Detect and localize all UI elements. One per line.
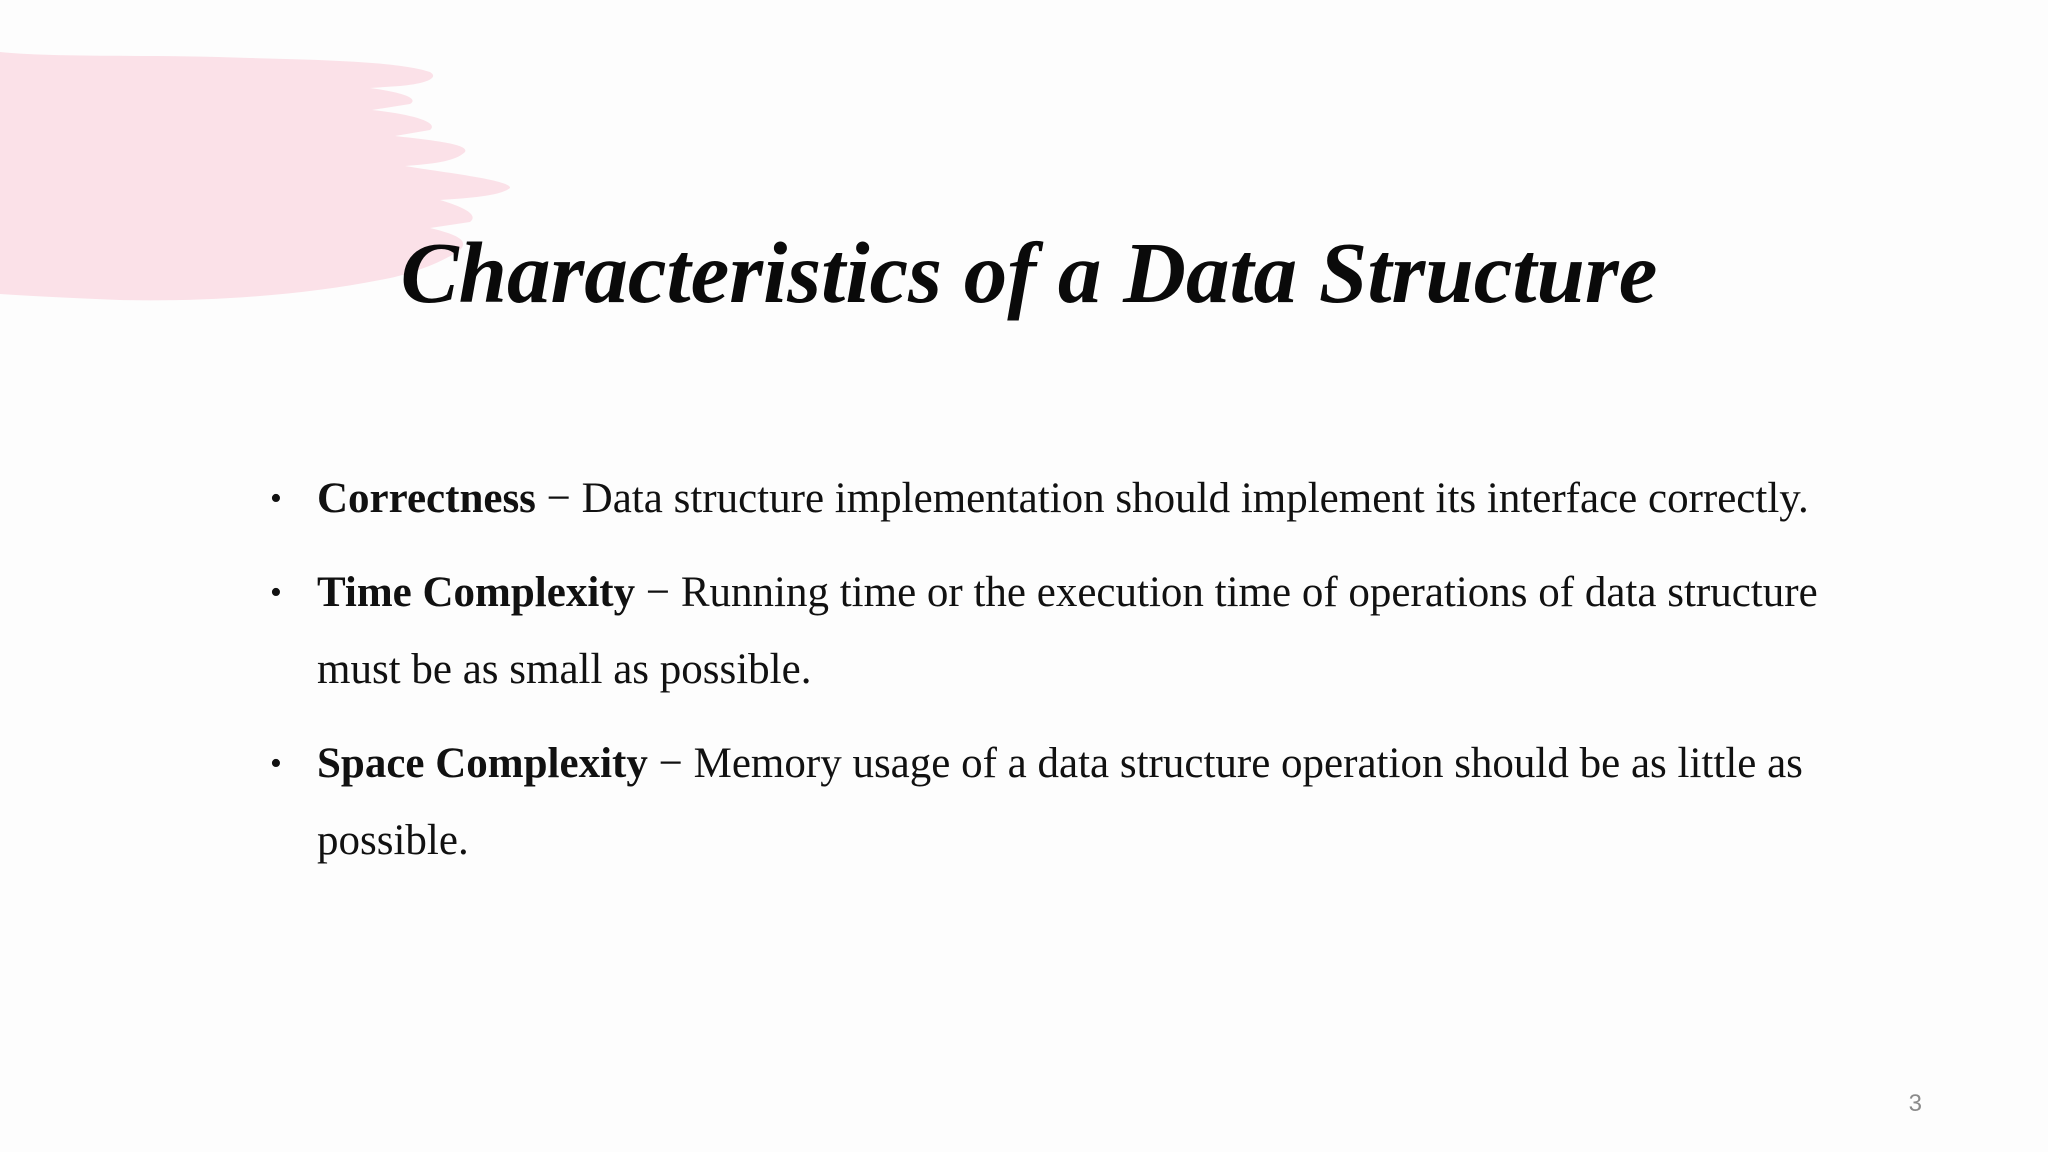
bullet-item-correctness xyxy=(270,460,1850,537)
bullet-separator: − xyxy=(635,569,681,616)
bullet-item-space-complexity xyxy=(270,725,1850,879)
bullet-text: Memory usage of a data structure operation should be as little as possible. xyxy=(317,740,1803,864)
bullet-separator: − xyxy=(647,740,694,787)
bullet-list xyxy=(270,460,1850,896)
bullet-text: Data structure implementation should implement its interface correctly. xyxy=(581,475,1809,522)
bullet-term: Time Complexity xyxy=(317,569,636,616)
bullet-term: Space Complexity xyxy=(317,740,648,787)
bullet-item-time-complexity xyxy=(270,554,1850,708)
bullet-text: Running time or the execution time of operations of data structure must be as small as possible. xyxy=(317,569,1818,693)
bullet-dot: • xyxy=(270,745,282,782)
bullet-separator: − xyxy=(535,475,582,522)
bullet-dot: • xyxy=(270,574,282,611)
slide-title: Characteristics of a Data Structure xyxy=(400,224,1658,321)
bullet-dot: • xyxy=(270,480,282,517)
bullet-term: Correctness xyxy=(317,475,536,522)
page-number: 3 xyxy=(1908,1090,1922,1117)
